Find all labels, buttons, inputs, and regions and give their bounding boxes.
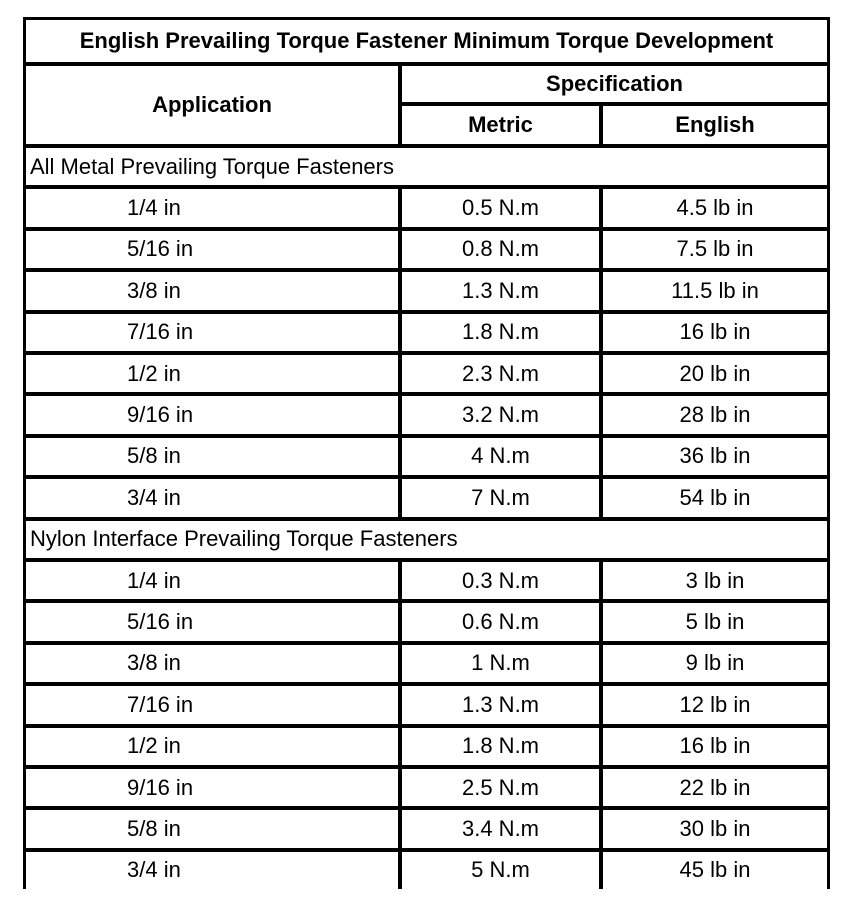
cell-application: 3/4 in	[26, 852, 398, 889]
cell-metric: 2.3 N.m	[402, 355, 599, 392]
cell-application: 9/16 in	[26, 396, 398, 433]
cell-metric: 3.4 N.m	[402, 810, 599, 847]
cell-application: 3/4 in	[26, 479, 398, 516]
cell-application: 7/16 in	[26, 314, 398, 351]
cell-application: 9/16 in	[26, 769, 398, 806]
cell-english: 5 lb in	[603, 603, 827, 640]
cell-metric: 1.3 N.m	[402, 686, 599, 723]
cell-metric: 1.3 N.m	[402, 272, 599, 309]
cell-application: 1/4 in	[26, 189, 398, 226]
cell-metric: 7 N.m	[402, 479, 599, 516]
cell-english: 9 lb in	[603, 645, 827, 682]
cell-application: 5/8 in	[26, 438, 398, 475]
cell-english: 4.5 lb in	[603, 189, 827, 226]
cell-english: 20 lb in	[603, 355, 827, 392]
cell-english: 3 lb in	[603, 562, 827, 599]
cell-application: 5/8 in	[26, 810, 398, 847]
header-application: Application	[26, 66, 398, 144]
cell-application: 1/2 in	[26, 728, 398, 765]
cell-application: 3/8 in	[26, 272, 398, 309]
cell-english: 30 lb in	[603, 810, 827, 847]
header-english: English	[603, 106, 827, 144]
cell-application: 5/16 in	[26, 231, 398, 268]
cell-metric: 1 N.m	[402, 645, 599, 682]
cell-metric: 0.3 N.m	[402, 562, 599, 599]
cell-metric: 5 N.m	[402, 852, 599, 889]
header-metric: Metric	[402, 106, 599, 144]
cell-metric: 3.2 N.m	[402, 396, 599, 433]
cell-metric: 1.8 N.m	[402, 314, 599, 351]
cell-metric: 0.5 N.m	[402, 189, 599, 226]
cell-application: 1/4 in	[26, 562, 398, 599]
cell-metric: 1.8 N.m	[402, 728, 599, 765]
cell-metric: 0.8 N.m	[402, 231, 599, 268]
cell-application: 5/16 in	[26, 603, 398, 640]
group-label: All Metal Prevailing Torque Fasteners	[26, 148, 827, 185]
cell-english: 16 lb in	[603, 728, 827, 765]
cell-application: 1/2 in	[26, 355, 398, 392]
cell-english: 22 lb in	[603, 769, 827, 806]
table-title: English Prevailing Torque Fastener Minimum Torque Development	[26, 20, 827, 62]
cell-english: 54 lb in	[603, 479, 827, 516]
cell-application: 7/16 in	[26, 686, 398, 723]
cell-application: 3/8 in	[26, 645, 398, 682]
torque-table	[23, 17, 830, 889]
header-specification: Specification	[402, 66, 827, 102]
cell-english: 11.5 lb in	[603, 272, 827, 309]
cell-english: 12 lb in	[603, 686, 827, 723]
cell-english: 28 lb in	[603, 396, 827, 433]
cell-english: 45 lb in	[603, 852, 827, 889]
cell-english: 36 lb in	[603, 438, 827, 475]
cell-metric: 0.6 N.m	[402, 603, 599, 640]
group-label: Nylon Interface Prevailing Torque Fasteners	[26, 521, 827, 558]
cell-metric: 2.5 N.m	[402, 769, 599, 806]
cell-metric: 4 N.m	[402, 438, 599, 475]
cell-english: 16 lb in	[603, 314, 827, 351]
cell-english: 7.5 lb in	[603, 231, 827, 268]
